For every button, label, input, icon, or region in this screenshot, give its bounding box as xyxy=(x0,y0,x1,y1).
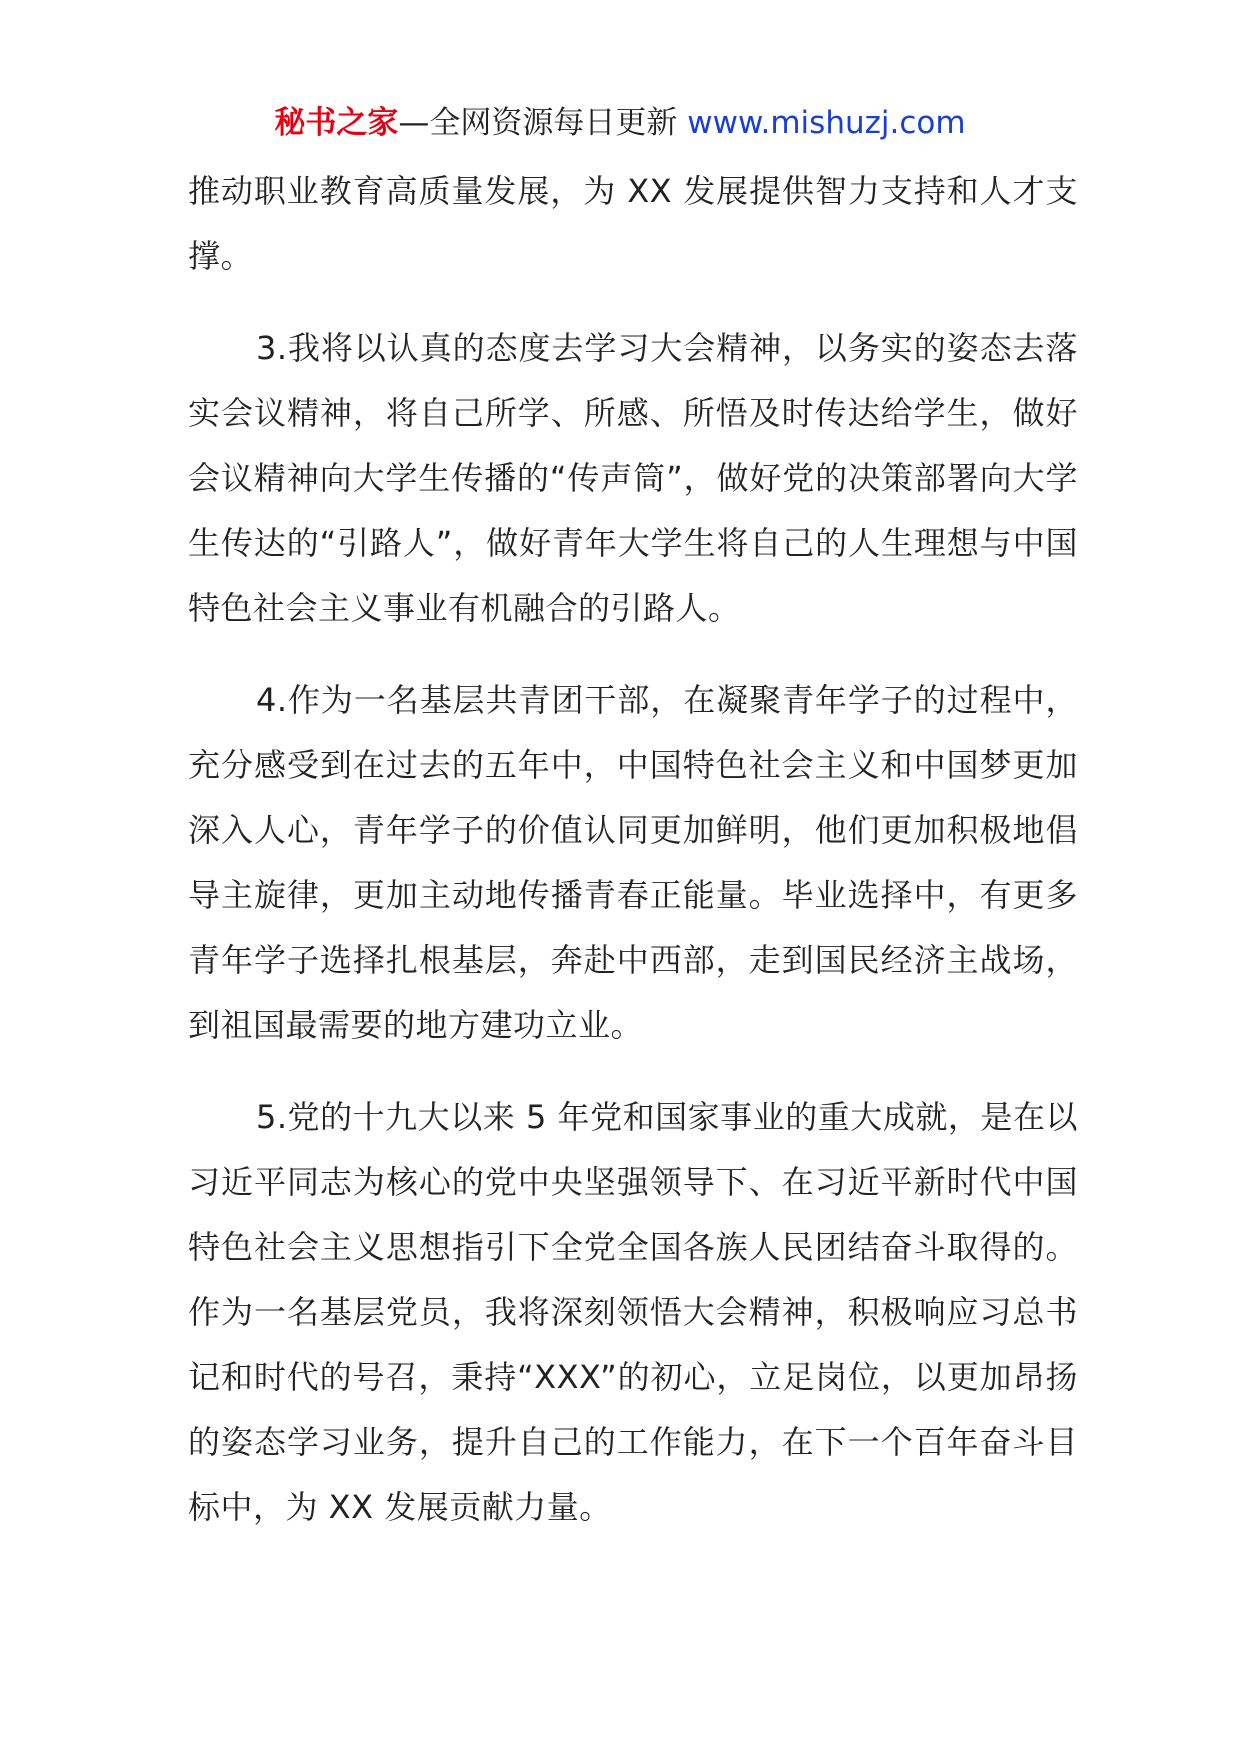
page-header xyxy=(0,102,1240,144)
header-tagline: —全网资源每日更新 xyxy=(398,105,688,141)
paragraph-point-5: 5.党的十九大以来 5 年党和国家事业的重大成就，是在以习近平同志为核心的党中央坚强领导下、在习近平新时代中国特色社会主义思想指引下全党全国各族人民团结奋斗取得的。作为一名基层党员，我将深刻领悟大会精神，积极响应习总书记和时代的号召，秉持“XXX”的初心，立足岗位，以更加昂扬的姿态学习业务，提升自己的工作能力，在下一个百年奋斗目标中，为 XX 发展贡献力量。 xyxy=(188,1098,1078,1526)
paragraph-continuation: 推动职业教育高质量发展，为 XX 发展提供智力支持和人才支撑。 xyxy=(188,172,1078,275)
brand-name: 秘书之家 xyxy=(274,105,399,141)
document-body xyxy=(188,159,1078,1567)
paragraph-point-4: 4.作为一名基层共青团干部，在凝聚青年学子的过程中，充分感受到在过去的五年中，中国特色社会主义和中国梦更加深入人心，青年学子的价值认同更加鲜明，他们更加积极地倡导主旋律，更加主动地传播青春正能量。毕业选择中，有更多青年学子选择扎根基层，奔赴中西部，走到国民经济主战场，到祖国最需要的地方建功立业。 xyxy=(188,681,1078,1044)
website-link[interactable]: www.mishuzj.com xyxy=(687,105,966,141)
paragraph-point-3: 3.我将以认真的态度去学习大会精神，以务实的姿态去落实会议精神，将自己所学、所感、所悟及时传达给学生，做好会议精神向大学生传播的“传声筒”，做好党的决策部署向大学生传达的“引路人”，做好青年大学生将自己的人生理想与中国特色社会主义事业有机融合的引路人。 xyxy=(188,329,1078,627)
